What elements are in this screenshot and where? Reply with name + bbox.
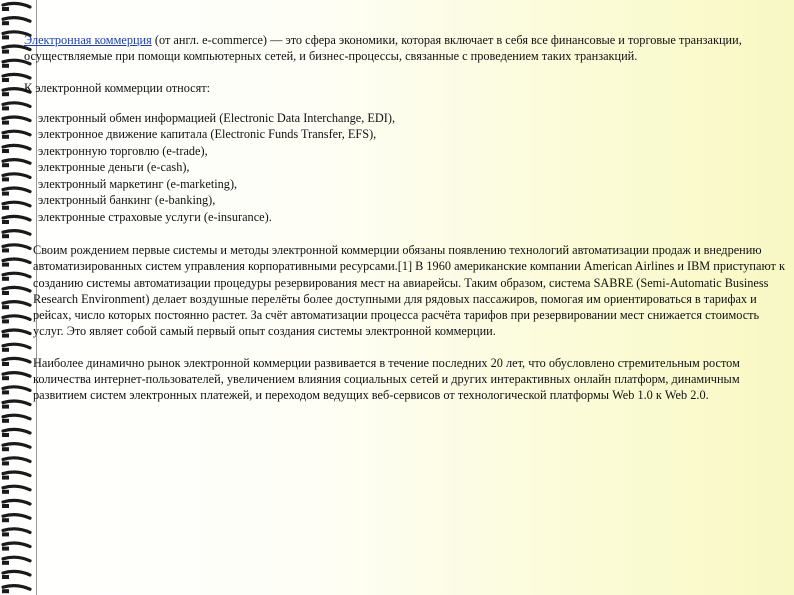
spiral-hole (2, 106, 9, 110)
spiral-ring (3, 486, 30, 490)
spiral-hole (2, 504, 9, 508)
spiral-hole (2, 263, 9, 267)
spiral-hole (2, 405, 9, 409)
spiral-ring (3, 515, 30, 519)
spiral-hole (2, 348, 9, 352)
spiral-ring (3, 415, 30, 419)
spiral-ring (3, 500, 30, 504)
spiral-hole (2, 589, 9, 593)
spiral-hole (2, 7, 9, 11)
spiral-hole (2, 163, 9, 167)
list-item: электронный банкинг (e-banking), (38, 193, 216, 208)
spiral-ring (3, 543, 30, 547)
spiral-hole (2, 319, 9, 323)
term-link[interactable]: Электронная коммерция (24, 33, 152, 47)
list-heading: К электронной коммерции относят: (24, 80, 211, 95)
spiral-hole (2, 547, 9, 551)
spiral-ring (3, 3, 30, 7)
spiral-hole (2, 220, 9, 224)
history-paragraph: Своим рождением первые системы и методы электронной коммерции обязаны появлению технологий автоматизации продаж и внедрению автоматизированных систем управления корпоративными ресурсами.[1] В 1960 американские компании American Airlines и IBM приступают к созданию системы автоматизации процедуры резервирования мест на авиарейсы. Таким образом, система SABRE (Semi-Automatic Business Research Environment) делает воздушные перелёты более доступными для рядовых пассажиров, помогая им ориентироваться в тарифах и рейсах, число которых постоянно растет. За счёт автоматизации процесса расчёта тарифов при резервировании мест снижается стоимость услуг. Это являет собой самый первый опыт создания системы электронной коммерции. (33, 243, 785, 338)
spiral-hole (2, 419, 9, 423)
spiral-hole (2, 248, 9, 252)
spiral-hole (2, 21, 9, 25)
spiral-ring (3, 18, 30, 22)
spiral-hole (2, 206, 9, 210)
list-item: электронную торговлю (e-trade), (38, 143, 208, 158)
spiral-hole (2, 490, 9, 494)
document-body (24, 32, 789, 403)
spiral-ring (3, 571, 30, 575)
spiral-hole (2, 78, 9, 82)
spiral-hole (2, 234, 9, 238)
spiral-hole (2, 376, 9, 380)
list-item: электронные страховые услуги (e-insurance). (38, 209, 272, 224)
spiral-hole (2, 149, 9, 153)
spiral-hole (2, 121, 9, 125)
ecommerce-types-list (38, 110, 789, 226)
spiral-hole (2, 518, 9, 522)
spiral-hole (2, 561, 9, 565)
spiral-hole (2, 35, 9, 39)
list-item: электронный обмен информацией (Electronic Data Interchange, EDI), (38, 110, 396, 125)
spiral-hole (2, 447, 9, 451)
spiral-hole (2, 476, 9, 480)
spiral-hole (2, 305, 9, 309)
spiral-hole (2, 532, 9, 536)
spiral-hole (2, 390, 9, 394)
spiral-hole (2, 433, 9, 437)
spiral-hole (2, 64, 9, 68)
spiral-hole (2, 291, 9, 295)
growth-paragraph: Наиболее динамично рынок электронной коммерции развивается в течение последних 20 лет, что обусловлено стремительным ростом количества интернет-пользователей, увеличением влияния социальных сетей и других интерактивных онлайн платформ, динамичным развитием систем электронных платежей, и переходом ведущих веб-сервисов от технологической платформы Web 1.0 к Web 2.0. (33, 355, 740, 403)
spiral-hole (2, 277, 9, 281)
spiral-hole (2, 135, 9, 139)
intro-text: (от англ. e-commerce) — это сфера экономики, которая включает в себя все финансовые и торговые транзакции, осуществляемые при помощи компьютерных сетей, и бизнес-процессы, связанные с проведением таких транзакций. (24, 33, 742, 64)
spiral-hole (2, 362, 9, 366)
spiral-ring (3, 529, 30, 533)
spiral-ring (3, 429, 30, 433)
list-item: электронное движение капитала (Electronic Funds Transfer, EFS), (38, 127, 377, 142)
spiral-hole (2, 177, 9, 181)
spiral-hole (2, 461, 9, 465)
spiral-hole (2, 334, 9, 338)
list-item: электронные деньги (e-cash), (38, 160, 190, 175)
spiral-ring (3, 557, 30, 561)
spiral-ring (3, 444, 30, 448)
spiral-ring (3, 458, 30, 462)
spiral-ring (3, 472, 30, 476)
spiral-hole (2, 50, 9, 54)
spiral-hole (2, 192, 9, 196)
spiral-ring (3, 586, 30, 590)
intro-paragraph (24, 32, 789, 65)
list-item: электронный маркетинг (e-marketing), (38, 176, 238, 191)
spiral-hole (2, 575, 9, 579)
spiral-hole (2, 92, 9, 96)
